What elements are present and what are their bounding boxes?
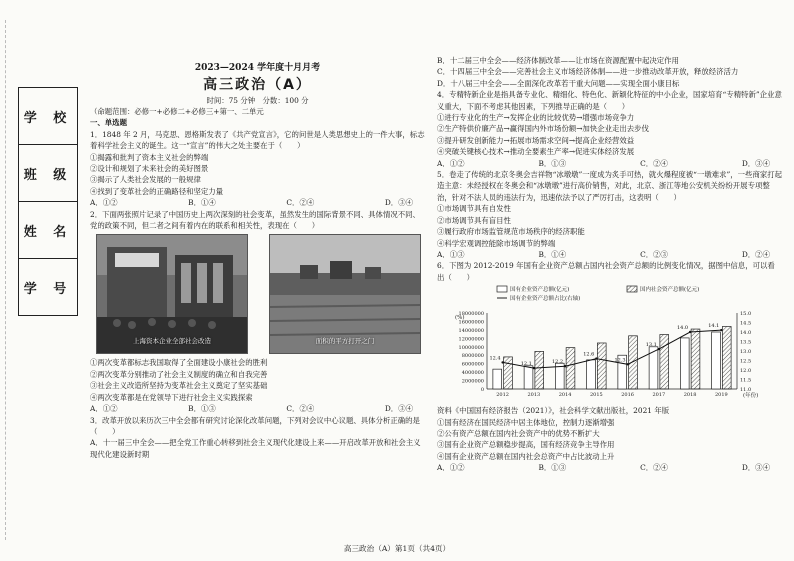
photo-shanghai-parade [96,234,248,354]
q1-item: ①揭露和批判了资本主义社会的弊端 [90,152,209,162]
q2-option-c: C．②④ [286,404,315,414]
q5-option-a: A．①③ [437,249,465,259]
bar-total-assets [597,343,606,389]
right-column [437,55,782,474]
student-id-label: 学 号 [23,281,73,297]
q2-option-a: A．①② [90,404,118,414]
y-tick-label: 10000000 [458,344,484,351]
q6-option-b: B．①③ [538,463,567,473]
ratio-data-label: 12.2 [551,359,564,366]
legend-label: 国有企业资产总额占比(右轴) [510,296,581,303]
x-tick-label: 2017 [652,392,666,399]
class-label: 班 级 [19,145,77,202]
y-axis-label: (%) [455,315,465,322]
photo-village-farmland [269,234,421,354]
legend-label: 国有企业资产总额(亿元) [510,287,570,294]
ratio-point [626,363,628,365]
q2-item: ②两次变革分别推动了社会主义制度的确立和自我完善 [90,369,268,379]
y2-tick-label: 12.5 [740,358,752,365]
q5-stem: 5．卷走了传统的北京冬奥会吉祥物“冰墩墩”一度成为炙手可热，就火爆程度被“一墩难求”，一些商家打起造主意：未经授权在冬奥会和“冰墩墩”进行高价销售，对此，北京、浙江等地公安机关纷纷开展专项整治，针对不法人员的违法行为，迅速依法予以了严厉打击，这表明（ ） [437,170,783,202]
q4-item: ④突破关键核心技术→推动全要素生产率→促进实体经济发展 [437,147,635,157]
q1-item: ②设计和规划了未来社会的美好图景 [90,164,209,174]
ratio-data-label: 14.1 [708,323,720,330]
ratio-point [595,358,597,360]
q2-item: ③社会主义改造所坚持为变革社会主义奠定了坚实基础 [90,381,268,391]
q1-stem: 1．1848 年 2 月，马克思、恩格斯发表了《共产党宣言》，它的问世是人类思想史上的一件大事，标志着科学社会主义的诞生。这一“宣言”的伟大之处主要在于（ ） [90,129,425,151]
q5-options [437,249,782,260]
y2-tick-label: 13.5 [740,339,752,346]
ratio-data-label: 12.1 [520,361,532,368]
q4-item: ①进行专业化的生产→发挥企业的比较优势→增强市场竞争力 [437,113,635,123]
q2-option-d: D．③④ [384,404,413,414]
q5-item: ③履行政府市场监管规范市场秩序的经济职能 [437,227,585,237]
y-tick-label: 2000000 [461,378,484,385]
q3-option-d: D．十八届三中全会——全面深化改革若干重大问题——实现全面小康目标 [437,78,680,88]
ratio-point [720,329,722,331]
ratio-data-label: 13.1 [645,342,657,349]
q3-option-b: B．十二届三中全会——经济体制改革——让市场在资源配置中起决定作用 [437,56,679,65]
q4-option-c: C．②④ [640,158,668,168]
q3-option-c: C．十四届三中全会——完善社会主义市场经济体制——进一步推动改革开放，释放经济活力 [437,67,739,77]
y-tick-label: 8000000 [461,353,484,360]
legend-label: 国内社会资产总额(亿元) [640,287,700,294]
q1-option-d: D．③④ [384,198,413,208]
q2-item: ①两次变革都标志我国取得了全面建设小康社会的胜利 [90,358,268,368]
ratio-data-label: 12.6 [583,351,595,358]
section-heading: 一、单选题 [90,118,127,128]
y-tick-label: 4000000 [461,370,484,377]
x-tick-label: 2012 [496,392,509,399]
y2-tick-label: 11.0 [740,387,752,394]
q6-option-c: C．②④ [640,463,668,473]
x-tick-label: 2016 [621,392,634,399]
left-column [90,62,425,460]
q6-item: ③国有企业资产总额稳步提高，国有经济竞争主导作用 [437,440,615,450]
ratio-point [564,365,566,367]
bar-state-assets [587,360,596,389]
x-tick-label: 2018 [683,392,697,399]
y-tick-label: 6000000 [461,361,484,368]
bar-state-assets [524,366,533,389]
legend-swatch-total [627,286,637,292]
bar-total-assets [722,327,731,389]
bar-total-assets [691,329,700,389]
q6-chart [437,285,775,403]
x-tick-label: 2014 [558,392,572,399]
q2-options [90,403,425,414]
y2-tick-label: 15.0 [740,311,752,318]
q4-stem: 4．专精特新企业是指具备专业化、精细化、特色化、新颖化特征的中小企业，国家培育“专精特新”企业意义重大，下面不考虑其他因素，下列推导正确的是（ ） [437,90,782,111]
bar-total-assets [629,336,638,389]
ratio-point [689,331,691,333]
photo-right-caption: 面积的平方打开之门 [315,337,375,346]
q5-option-d: D．②④ [741,249,770,259]
bar-total-assets [504,357,513,389]
exam-title: 高三政治（A） [203,77,312,93]
q6-options [437,462,782,473]
q4-option-a: A．①② [437,158,465,168]
q3-stem: 3．改革开放以来历次三中全会都有研究讨论深化改革问题，下列对会议中心议题、具体分析正确的是（ ） [90,415,420,436]
q6-source: 资料《中国国有经济报告（2021）》，社会科学文献出版社，2021 年版 [437,406,670,416]
x-tick-label: 2013 [527,392,541,399]
y2-tick-label: 14.5 [740,320,752,327]
q6-option-a: A．①② [437,463,465,473]
q4-item: ②生产特供价廉产品→赢得国内外市场份额→加快企业走出去步伐 [437,124,649,134]
y-tick-label: 18000000 [458,311,484,318]
q1-option-b: B．①④ [188,198,216,208]
q1-option-a: A．①② [90,198,118,208]
q4-option-b: B．①③ [538,158,567,168]
q2-option-b: B．①③ [188,404,216,414]
q5-option-c: C．②③ [640,249,668,259]
y-tick-label: 14000000 [458,328,484,335]
y-tick-label: 12000000 [458,336,484,343]
exam-meta: 时间：75 分钟 分数：100 分 [206,96,309,105]
q4-item: ③提升研发创新能力→拓展市场需求空间→提高企业经营效益 [437,135,635,145]
y2-tick-label: 14.0 [740,330,752,337]
bar-total-assets [660,335,669,389]
ratio-data-label: 12.3 [614,357,626,364]
y2-tick-label: 13.0 [740,349,752,356]
x-axis-label: (年份) [743,393,759,400]
bar-state-assets [680,338,689,389]
page-footer: 高三政治（A）第1页（共4页） [343,544,451,553]
exam-scope: （命题范围：必修一+必修二+必修三+第一、二单元 [90,107,264,116]
x-tick-label: 2015 [590,392,603,399]
ratio-data-label: 12.4 [489,355,501,362]
ratio-point [533,367,535,369]
x-tick-label: 2019 [715,392,728,399]
q1-options [90,197,425,208]
q3-option-a: A．十一届三中全会——把全党工作重心转移到社会主义现代化建设上来——开启改革开放和社会主义现代化建设新时期 [90,438,421,459]
q6-chart-svg [437,285,775,403]
photo-left-caption: 上海资本企业全部社会改造 [133,337,211,346]
bar-state-assets [493,369,502,389]
q4-options [437,158,782,169]
q1-item: ④找到了变革社会的正确路径和坚定力量 [90,186,224,196]
exam-term: 2023—2024 学年度十月月考 [194,63,321,73]
q2-photos [96,234,421,354]
q5-item: ④科学宏观调控能除市场调节的弊端 [437,238,556,248]
school-label: 学 校 [19,88,77,145]
y2-tick-label: 12.0 [740,368,752,375]
ratio-point [501,361,503,363]
student-info-box [18,87,78,316]
q1-option-c: C．②④ [286,198,315,208]
q6-stem: 6．下图为 2012-2019 年国有企业资产总额占国内社会资产总额的比例变化情况，据图中信息，可以看出（ ） [437,261,775,282]
q5-option-b: B．①④ [538,249,567,259]
legend-swatch-state [497,286,507,292]
y2-tick-label: 11.5 [740,377,752,384]
bar-total-assets [566,348,575,389]
q2-item: ④两次变革都是在党领导下进行社会主义实践探索 [90,392,253,402]
q4-option-d: D．③④ [741,158,770,168]
q1-item: ③揭示了人类社会发展的一般规律 [90,175,201,185]
ratio-point [658,348,660,350]
y-tick-label: 0 [480,387,484,394]
bar-state-assets [712,332,721,389]
q6-option-d: D．③④ [741,463,770,473]
q6-item: ②公有资产总额在国内社会资产中的优势不断扩大 [437,428,600,438]
name-label: 姓 名 [19,202,77,259]
binding-line [5,20,7,540]
q6-item: ④国有企业资产总额在国内社会总资产中占比波动上升 [437,451,615,461]
q6-item: ①国有经济在国民经济中居主体地位，控制力逐渐增强 [437,417,615,427]
q2-stem: 2．下面两张照片记录了中国历史上两次深刻的社会变革，虽然发生的国际背景不同、具体情况不同、党的政策不同，但二者之间有着内在的联系和相关性，表现在（ ） [90,209,420,231]
q5-item: ①市场调节具有自发性 [437,204,511,214]
q5-item: ②市场调节具有盲目性 [437,215,511,225]
y-tick-label: 16000000 [458,319,484,326]
ratio-data-label: 14.0 [676,325,689,332]
bar-total-assets [535,352,544,390]
